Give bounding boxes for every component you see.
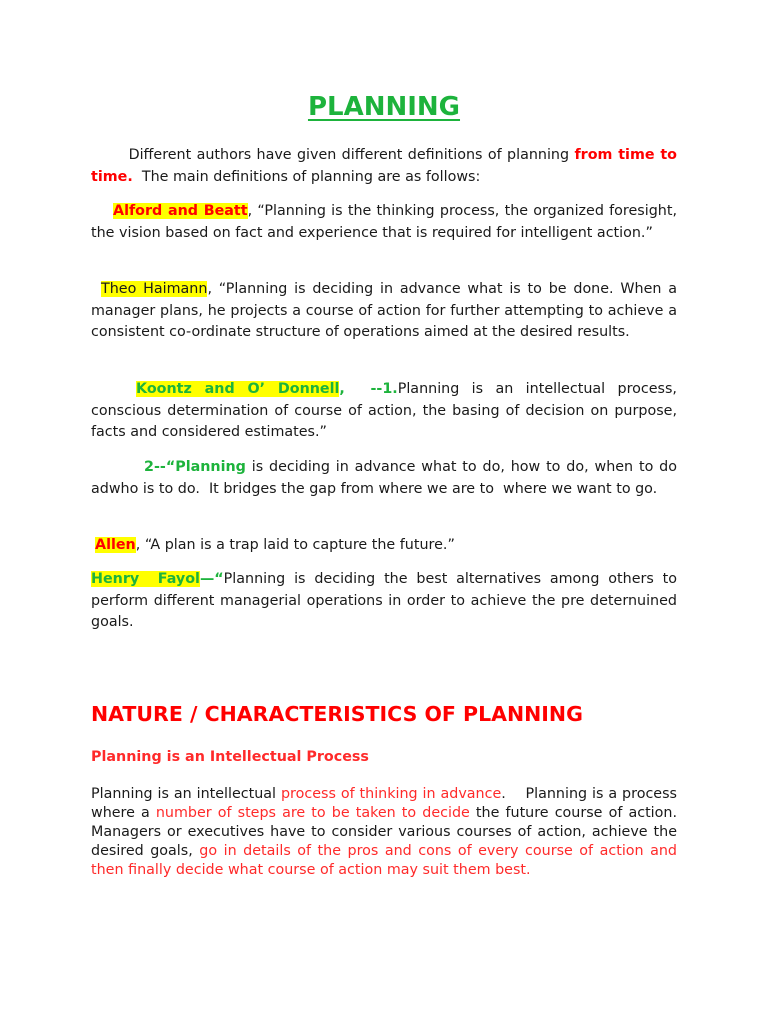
author-highlight: Henry Fayol xyxy=(91,571,200,587)
definition-henry-fayol: Henry Fayol—“Planning is deciding the best alternatives among others to perform different managerial operations in order to achieve the pre deternuined goals. xyxy=(91,571,678,631)
intro-paragraph: Different authors have given different definitions of planning from time to time. The main definitions of planning are as follows: xyxy=(91,147,678,185)
definition-alford-beatt: Alford and Beatt, “Planning is the thinking process, the organized foresight, the vision based on fact and experience that is required for intelligent action.” xyxy=(91,203,677,241)
author-highlight: Theo Haimann xyxy=(101,281,208,297)
intro-emphasis: from time to time. xyxy=(91,147,678,185)
definition-lead: 2--“Planning xyxy=(144,459,246,475)
definition-theo-haimann: Theo Haimann, “Planning is deciding in advance what is to be done. When a manager plans, he projects a course of action for further attempting to achieve a consistent co-ordinate structure of operations aimed at the desired results. xyxy=(91,281,677,341)
definition-allen: Allen, “A plan is a trap laid to capture the future.” xyxy=(95,537,455,553)
page-title: PLANNING xyxy=(307,92,461,122)
section-paragraph: Planning is an intellectual process of thinking in advance. Planning is a process where a number of steps are to be taken to decide the future course of action. Managers or executives have to consider various courses of action, achieve the desired goals, go in details of the pros and cons of every course of action and then finally decide what course of action may suit them best. xyxy=(91,786,682,878)
author-highlight: Koontz and O’ Donnell xyxy=(136,381,340,397)
definition-koontz-odonnell: Koontz and O’ Donnell, --1.Planning is an intellectual process, conscious determination of course of action, the basing of decision on purpose, facts and considered estimates.” xyxy=(91,381,677,441)
definition-koontz-2: 2--“Planning is deciding in advance what to do, how to do, when to do adwho is to do. It bridges the gap from where we are to where we want to go. xyxy=(91,459,682,497)
section-heading: NATURE / CHARACTERISTICS OF PLANNING xyxy=(91,702,583,726)
section-subheading: Planning is an Intellectual Process xyxy=(91,749,369,765)
author-highlight: Allen xyxy=(95,537,136,553)
author-highlight: Alford and Beatt xyxy=(113,203,248,219)
